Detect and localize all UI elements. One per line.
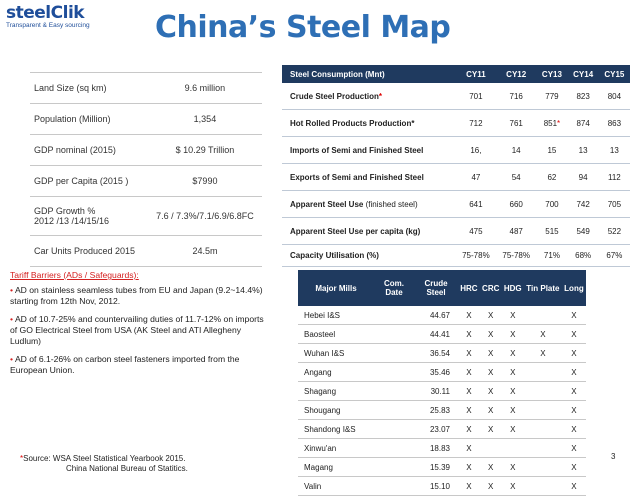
table-row — [282, 83, 630, 110]
table-cell: 660 — [496, 191, 536, 218]
footnote-marker: * — [557, 118, 561, 128]
table-cell — [374, 382, 414, 401]
table-cell: 742 — [568, 191, 599, 218]
column-header: Major Mills — [298, 270, 374, 306]
table-cell: 712 — [456, 110, 496, 137]
table-cell: X — [562, 439, 586, 458]
table-cell: X — [458, 458, 480, 477]
table-cell: 47 — [456, 164, 496, 191]
column-header: Crude Steel — [414, 270, 458, 306]
table-row — [282, 164, 630, 191]
table-cell: X — [562, 420, 586, 439]
table-cell — [524, 363, 562, 382]
table-cell: 549 — [568, 218, 599, 245]
table-cell: X — [502, 477, 524, 496]
bullet: • — [10, 314, 14, 324]
table-cell: 761 — [496, 110, 536, 137]
table-cell: X — [458, 344, 480, 363]
table-cell: 44.67 — [414, 306, 458, 325]
fact-label: GDP per Capita (2015 ) — [30, 166, 148, 197]
table-cell: 35.46 — [414, 363, 458, 382]
fact-value: $ 10.29 Trillion — [148, 135, 262, 166]
table-row — [282, 218, 630, 245]
table-cell — [524, 401, 562, 420]
fact-row — [30, 236, 262, 267]
table-cell: 54 — [496, 164, 536, 191]
fact-value: 1,354 — [148, 104, 262, 135]
table-cell: X — [502, 401, 524, 420]
table-cell: X — [458, 382, 480, 401]
table-cell — [374, 325, 414, 344]
tariff-item: • AD of 6.1-26% on carbon steel fasteners imported from the European Union. — [10, 354, 240, 375]
table-header-row — [282, 65, 630, 83]
table-cell: X — [458, 363, 480, 382]
table-cell: X — [480, 306, 502, 325]
table-cell: 779 — [536, 83, 567, 110]
table-cell: X — [562, 382, 586, 401]
table-row — [298, 306, 586, 325]
table-cell: X — [562, 344, 586, 363]
table-cell: X — [502, 325, 524, 344]
fact-row — [30, 135, 262, 166]
table-cell: X — [524, 325, 562, 344]
table-row — [298, 401, 586, 420]
mill-name: Wuhan I&S — [298, 344, 374, 363]
fact-label: GDP nominal (2015) — [30, 135, 148, 166]
table-cell — [374, 477, 414, 496]
table-row — [298, 439, 586, 458]
source-note — [20, 454, 188, 474]
fact-row — [30, 73, 262, 104]
column-header: Tin Plate — [524, 270, 562, 306]
column-header: CY15 — [599, 65, 630, 83]
row-label: Hot Rolled Products Production* — [282, 110, 456, 137]
table-header-row — [298, 270, 586, 306]
table-cell: 15.10 — [414, 477, 458, 496]
bullet: • — [10, 354, 14, 364]
table-cell: 804 — [599, 83, 630, 110]
logo — [6, 4, 124, 29]
fact-label: Car Units Produced 2015 — [30, 236, 148, 267]
fact-label: GDP Growth % 2012 /13 /14/15/16 — [30, 197, 148, 236]
column-header: Long — [562, 270, 586, 306]
row-label: Exports of Semi and Finished Steel — [282, 164, 456, 191]
fact-row — [30, 104, 262, 135]
tariff-item: • AD on stainless seamless tubes from EU and Japan (9.2~14.4%) starting from 12th Nov, 2012. — [10, 285, 263, 306]
table-cell: X — [562, 401, 586, 420]
row-label: Crude Steel Production* — [282, 83, 456, 110]
table-cell: 641 — [456, 191, 496, 218]
table-cell: 75-78% — [496, 245, 536, 267]
table-cell: X — [480, 325, 502, 344]
column-header: CY11 — [456, 65, 496, 83]
table-cell: X — [502, 382, 524, 401]
table-cell: 522 — [599, 218, 630, 245]
column-header: CRC — [480, 270, 502, 306]
table-cell: X — [562, 458, 586, 477]
table-cell: X — [480, 420, 502, 439]
column-header: CY13 — [536, 65, 567, 83]
table-row — [282, 110, 630, 137]
table-cell: 851* — [536, 110, 567, 137]
table-cell: X — [562, 306, 586, 325]
fact-row — [30, 166, 262, 197]
table-cell: 75-78% — [456, 245, 496, 267]
fact-value: 24.5m — [148, 236, 262, 267]
table-cell: 701 — [456, 83, 496, 110]
mills-table-body — [298, 306, 586, 496]
source-line: *Source: WSA Steel Statistical Yearbook 2015. — [20, 454, 186, 463]
table-cell: X — [502, 420, 524, 439]
table-cell: X — [458, 477, 480, 496]
table-cell: X — [458, 401, 480, 420]
table-cell: 823 — [568, 83, 599, 110]
table-cell — [524, 439, 562, 458]
table-cell: X — [502, 458, 524, 477]
table-row — [282, 191, 630, 218]
table-row — [298, 382, 586, 401]
table-cell: X — [458, 325, 480, 344]
table-cell: 16, — [456, 137, 496, 164]
fact-value: 7.6 / 7.3%/7.1/6.9/6.8FC — [148, 197, 262, 236]
table-cell: X — [480, 477, 502, 496]
table-cell: 67% — [599, 245, 630, 267]
table-row — [298, 363, 586, 382]
table-cell: X — [458, 306, 480, 325]
table-cell — [374, 420, 414, 439]
row-label: Apparent Steel Use per capita (kg) — [282, 218, 456, 245]
table-cell: 13 — [599, 137, 630, 164]
table-cell: 68% — [568, 245, 599, 267]
column-header: HRC — [458, 270, 480, 306]
table-row — [298, 325, 586, 344]
mill-name: Shagang — [298, 382, 374, 401]
page-title: China’s Steel Map — [155, 10, 451, 45]
table-cell — [374, 306, 414, 325]
table-row — [298, 420, 586, 439]
table-cell: 475 — [456, 218, 496, 245]
table-row — [298, 477, 586, 496]
table-cell — [374, 401, 414, 420]
column-header: Steel Consumption (Mnt) — [282, 65, 456, 83]
table-cell: 112 — [599, 164, 630, 191]
major-mills-table — [298, 270, 586, 496]
fact-row — [30, 197, 262, 236]
table-cell: 71% — [536, 245, 567, 267]
fact-value: 9.6 million — [148, 73, 262, 104]
mill-name: Shandong I&S — [298, 420, 374, 439]
table-cell — [374, 363, 414, 382]
table-cell: X — [562, 363, 586, 382]
table-cell — [524, 382, 562, 401]
table-cell — [374, 439, 414, 458]
table-cell: 487 — [496, 218, 536, 245]
table-cell: X — [458, 439, 480, 458]
row-label: Apparent Steel Use (finished steel) — [282, 191, 456, 218]
table-row — [298, 458, 586, 477]
fact-label: Population (Million) — [30, 104, 148, 135]
tariff-item: • AD of 10.7-25% and countervailing duties of 11.7-12% on imports of GO Electrical Steel from USA (AK Steel and ATI Allegheny Ludlum) — [10, 314, 264, 346]
column-header: HDG — [502, 270, 524, 306]
table-cell — [374, 344, 414, 363]
table-row — [282, 245, 630, 267]
table-cell: 30.11 — [414, 382, 458, 401]
table-cell — [524, 306, 562, 325]
column-header: CY14 — [568, 65, 599, 83]
table-cell: X — [502, 363, 524, 382]
tariff-barriers — [10, 270, 272, 383]
table-cell: X — [480, 382, 502, 401]
table-cell: 700 — [536, 191, 567, 218]
row-label: Capacity Utilisation (%) — [282, 245, 456, 267]
table-cell: 515 — [536, 218, 567, 245]
table-cell: X — [480, 401, 502, 420]
mill-name: Angang — [298, 363, 374, 382]
table-row — [282, 137, 630, 164]
table-cell: 874 — [568, 110, 599, 137]
table-cell: 716 — [496, 83, 536, 110]
table-cell: 62 — [536, 164, 567, 191]
logo-tagline: Transparent & Easy sourcing — [6, 22, 90, 29]
row-label: Imports of Semi and Finished Steel — [282, 137, 456, 164]
table-cell: 705 — [599, 191, 630, 218]
table-cell — [524, 477, 562, 496]
table-cell: X — [524, 344, 562, 363]
table-cell — [524, 420, 562, 439]
bullet: • — [10, 285, 14, 295]
fact-value: $7990 — [148, 166, 262, 197]
table-cell: 15 — [536, 137, 567, 164]
table-cell: X — [502, 306, 524, 325]
column-header: CY12 — [496, 65, 536, 83]
table-cell: 15.39 — [414, 458, 458, 477]
table-cell: 36.54 — [414, 344, 458, 363]
table-cell — [502, 439, 524, 458]
table-cell: 13 — [568, 137, 599, 164]
table-cell: X — [458, 420, 480, 439]
table-row — [298, 344, 586, 363]
table-cell: 23.07 — [414, 420, 458, 439]
table-cell: 94 — [568, 164, 599, 191]
page-number: 3 — [611, 452, 616, 461]
table-cell: X — [562, 477, 586, 496]
mill-name: Hebei I&S — [298, 306, 374, 325]
source-line: China National Bureau of Statitics. — [66, 464, 188, 473]
mill-name: Valin — [298, 477, 374, 496]
table-cell: 44.41 — [414, 325, 458, 344]
logo-wordmark: steelClik — [6, 3, 85, 23]
table-cell: 18.83 — [414, 439, 458, 458]
table-cell — [524, 458, 562, 477]
country-facts-table — [30, 72, 262, 267]
mill-name: Xinwu'an — [298, 439, 374, 458]
table-cell: 25.83 — [414, 401, 458, 420]
table-cell: 863 — [599, 110, 630, 137]
mill-name: Magang — [298, 458, 374, 477]
tariff-heading: Tariff Barriers (ADs / Safeguards): — [10, 270, 139, 280]
table-cell: X — [480, 458, 502, 477]
footnote-marker: * — [378, 91, 383, 101]
table-cell: X — [480, 363, 502, 382]
table-cell: X — [562, 325, 586, 344]
table-cell: X — [480, 344, 502, 363]
steel-consumption-table — [282, 65, 630, 267]
mill-name: Baosteel — [298, 325, 374, 344]
column-header: Com. Date — [374, 270, 414, 306]
table-cell — [374, 458, 414, 477]
fact-label: Land Size (sq km) — [30, 73, 148, 104]
table-cell: X — [502, 344, 524, 363]
mill-name: Shougang — [298, 401, 374, 420]
table-cell: 14 — [496, 137, 536, 164]
table-cell — [480, 439, 502, 458]
